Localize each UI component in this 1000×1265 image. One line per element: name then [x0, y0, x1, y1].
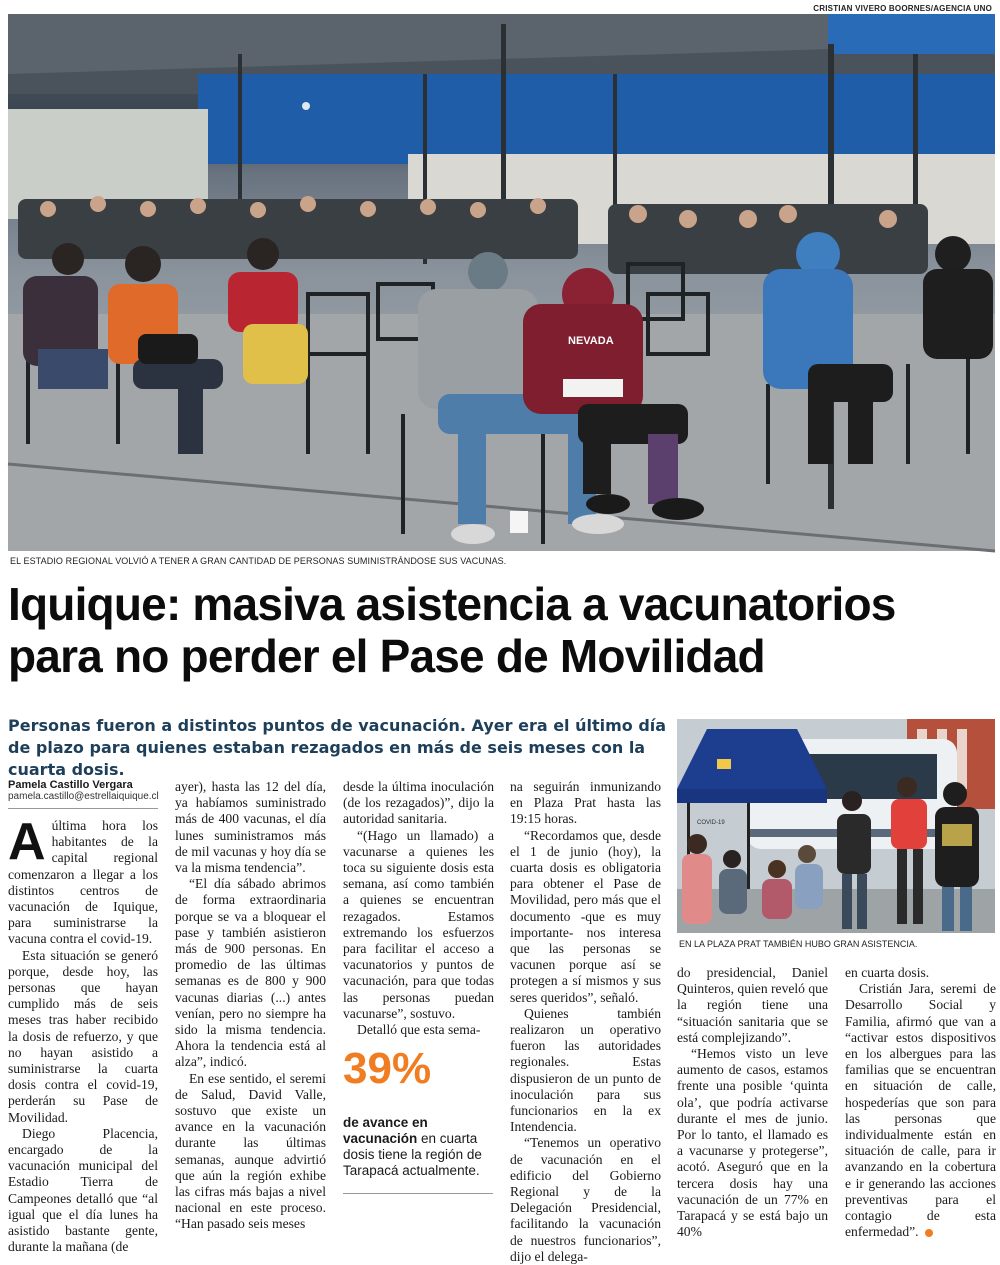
- paragraph: Diego Placencia, encargado de la vacunación municipal del Estadio Tierra de Campeones detalló que “al igual que el día lunes ha asistido bastante gente, durante la mañana (de: [8, 1125, 158, 1255]
- paragraph: Quienes también realizaron un operativo fueron las autoridades regionales. Estas dispusieron de un punto de inoculación para sus funcionarios en la ex Intendencia.: [510, 1005, 661, 1135]
- paragraph: “(Hago un llamado) a vacunarse a quienes les toca su siguiente dosis esta semana, así como también a quienes se encuentran rezagados. Estamos extremando los esfuerzos para facilitar el acceso a vacunatorios y puntos de vacunación, para que todas las personas puedan vacunarse”, sostuvo.: [343, 827, 494, 1021]
- photo-credit: CRISTIAN VIVERO BOORNES/AGENCIA UNO: [813, 4, 992, 13]
- end-of-article-icon: [925, 1229, 933, 1237]
- lead-paragraph: Personas fueron a distintos puntos de vacunación. Ayer era el último día de plazo para quienes estaban rezagados en más de seis meses con la cuarta dosis.: [8, 716, 667, 779]
- paragraph: “Hemos visto un leve aumento de casos, estamos frente una posible ‘quinta ola’, que podría activarse durante el mes de junio. Por lo tanto, el llamado es a vacunarse y protegerse”, acotó. Aseguró que en la tercera dosis hay una vacunación de un 77% en Tarapacá y se está bajo un 40%: [677, 1046, 828, 1240]
- headline-line-2: para no perder el Pase de Movilidad: [8, 630, 765, 682]
- paragraph: “El día sábado abrimos de forma extraordinaria porque se va a bloquear el pase y también asistieron más de 900 personas. En promedio de las últimas semanas es de 800 y 900 vacunas diarias (...) antes venían, pero no siempre ha sido la misma tendencia. Ahora la tendencia está al alza”, indicó.: [175, 876, 326, 1070]
- paragraph: do presidencial, Daniel Quinteros, quien reveló que la región tiene una “situación sanitaria que se está complejizando”.: [677, 965, 828, 1045]
- shirt-text: NEVADA: [568, 335, 614, 347]
- paragraph: Cristián Jara, seremi de Desarrollo Social y Familia, afirmó que van a “activar estos dispositivos en los albergues para las familias que se encuentran en situación de calle, hospederías que son para las personas que individualmente están en situación de calle, para ir avanzando en la cobertura e ir generando las acciones preventivas para el contagio de esta enfermedad”.: [845, 981, 996, 1240]
- article-column-3: [343, 779, 494, 1038]
- paragraph: En ese sentido, el seremi de Salud, David Valle, sostuvo que existe un avance en la vacunación durante las últimas semanas, aunque advirtió que aún la región exhibe las cifras más bajas a nivel nacional en este proceso. “Han pasado seis meses: [175, 1070, 326, 1232]
- side-photo: [677, 719, 995, 933]
- author-email[interactable]: pamela.castillo@estrellaiquique.cl: [8, 791, 159, 802]
- byline-divider: [8, 808, 158, 809]
- paragraph: Esta situación se generó porque, desde hoy, las personas que hayan cumplido más de seis meses tras haber recibido la dosis de refuerzo, y que no hayan asistido a suministrarse la cuarta dosis contra el covid-19, perderán su Pase de Movilidad.: [8, 947, 158, 1125]
- stat-divider: [343, 1193, 493, 1194]
- article-column-5: [677, 965, 828, 1240]
- paragraph: en cuarta dosis.: [845, 965, 930, 980]
- headline-line-1: Iquique: masiva asistencia a vacunatorios: [8, 578, 896, 630]
- main-photo-caption: EL ESTADIO REGIONAL VOLVIÓ A TENER A GRAN CANTIDAD DE PERSONAS SUMINISTRÁNDOSE SUS VACUNAS.: [10, 556, 507, 566]
- paragraph: Detalló que esta sema-: [357, 1022, 481, 1038]
- stat-description: de avance en vacunación en cuarta dosis tiene la región de Tarapacá actualmente.: [343, 1115, 482, 1178]
- author-name: Pamela Castillo Vergara: [8, 779, 133, 791]
- paragraph: na seguirán inmunizando en Plaza Prat hasta las 19:15 horas.: [510, 779, 661, 827]
- article-column-1: [8, 813, 158, 1255]
- main-photo: [8, 14, 995, 551]
- paragraph: Aúltima hora los habitantes de la capital regional comenzaron a llegar a los distintos centros de vacunación de Iquique, para suministrarse la vacuna contra el covid-19.: [8, 813, 158, 947]
- article-column-4: [510, 779, 661, 1265]
- paragraph: “Recordamos que, desde el 1 de junio (hoy), la cuarta dosis es obligatoria para obtener el Pase de Movilidad, pero más que el documento -que es muy importante- nos interesa que las personas se vacunen porque así se protegen a sí mismos y sus seres queridos”, señaló.: [510, 827, 661, 1005]
- headline: [8, 578, 998, 682]
- paragraph: desde la última inoculación (de los rezagados)”, dijo la autoridad sanitaria.: [343, 779, 494, 827]
- paragraph: “Tenemos un operativo de vacunación en el edificio del Gobierno Regional y de la Delegación Presidencial, facilitando la vacunación de nuestros funcionarios”, dijo el delega-: [510, 1135, 661, 1264]
- side-photo-sign: COVID-19: [697, 820, 725, 826]
- article-column-6: [845, 965, 996, 1240]
- article-column-2: [175, 779, 326, 1233]
- byline: [8, 779, 159, 802]
- stat-value: 39%: [343, 1044, 432, 1093]
- stat-callout: [343, 1045, 494, 1179]
- paragraph: ayer), hasta las 12 del día, ya habíamos suministrado más de 400 vacunas, el día lunes suministramos más de mil vacunas y hoy día se va la misma tendencia”.: [175, 779, 326, 876]
- drop-cap: A: [8, 813, 46, 871]
- side-photo-caption: EN LA PLAZA PRAT TAMBIÉN HUBO GRAN ASISTENCIA.: [679, 939, 918, 949]
